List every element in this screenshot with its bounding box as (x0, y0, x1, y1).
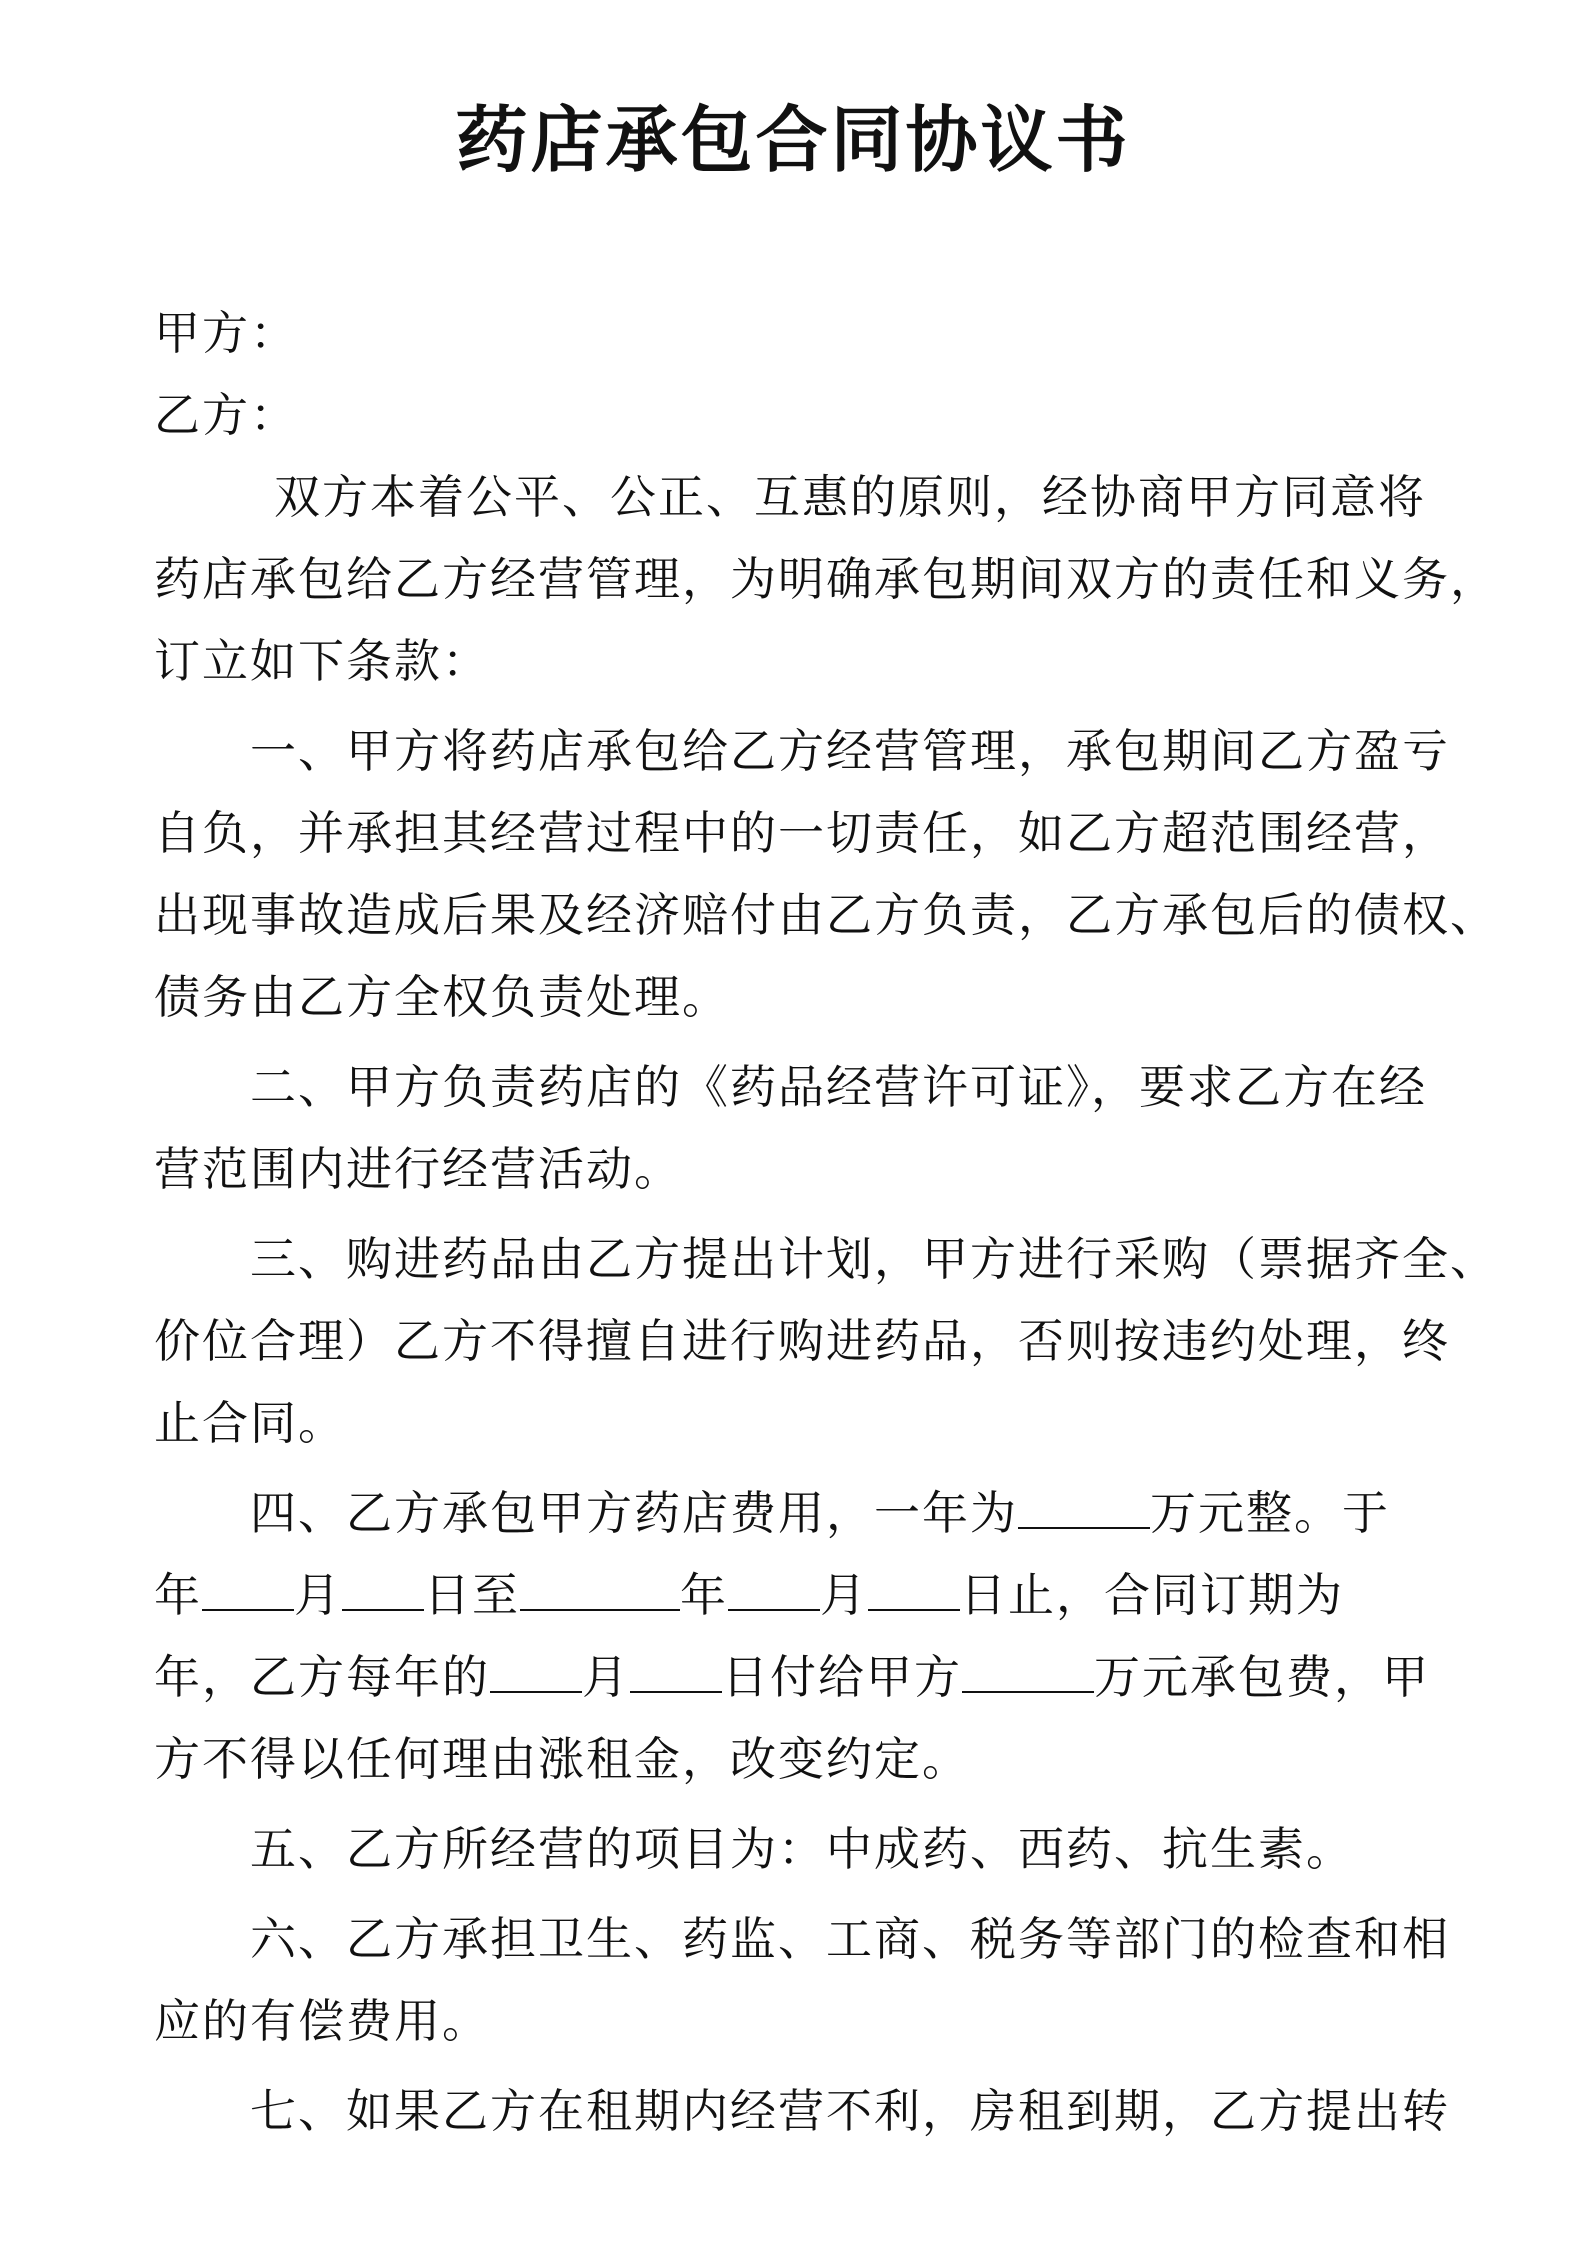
fill-in-blank (630, 1647, 722, 1693)
clause-text: 日止，合同订期为 (960, 1568, 1344, 1622)
paragraph-line: 二、甲方负责药店的《药品经营许可证》，要求乙方在经 (250, 1060, 1427, 1114)
paragraph-line: 五、乙方所经营的项目为：中成药、西药、抗生素。 (250, 1822, 1354, 1876)
paragraph-line (154, 1472, 1444, 1554)
clause-text: 年 (154, 1568, 202, 1622)
fill-in-blank (868, 1565, 960, 1611)
paragraph-line (154, 1554, 1444, 1636)
party-b-label: 乙方： (154, 388, 298, 442)
fill-in-blank (728, 1565, 820, 1611)
clause-text: 月 (294, 1568, 342, 1622)
paragraph-line: 自负，并承担其经营过程中的一切责任，如乙方超范围经营， (154, 806, 1450, 860)
clause-text: 年 (680, 1568, 728, 1622)
clause-5 (154, 1808, 1444, 1890)
clause-1 (154, 710, 1498, 1038)
paragraph-line: 六、乙方承担卫生、药监、工商、税务等部门的检查和相 (250, 1912, 1450, 1966)
paragraph-line: 债务由乙方全权负责处理。 (154, 970, 730, 1024)
clause-text: 万元承包费，甲 (1094, 1650, 1430, 1704)
clause-text: 四、乙方承包甲方药店费用，一年为 (250, 1486, 1018, 1540)
paragraph-line: 订立如下条款： (154, 634, 490, 688)
paragraph-line: 价位合理）乙方不得擅自进行购进药品，否则按违约处理，终 (154, 1314, 1450, 1368)
paragraph-line: 方不得以任何理由涨租金，改变约定。 (154, 1732, 970, 1786)
clause-text: 日至 (424, 1568, 520, 1622)
party-a-label: 甲方： (154, 306, 298, 360)
document-title: 药店承包合同协议书 (455, 98, 1131, 182)
fill-in-blank (202, 1565, 294, 1611)
fill-in-blank (520, 1565, 680, 1611)
intro-paragraph (154, 456, 1498, 702)
clause-4 (154, 1472, 1444, 1800)
clause-text: 年，乙方每年的 (154, 1650, 490, 1704)
document-body (154, 292, 1498, 2152)
paragraph-line: 营范围内进行经营活动。 (154, 1142, 682, 1196)
clause-2 (154, 1046, 1444, 1210)
paragraph-line: 三、购进药品由乙方提出计划，甲方进行采购（票据齐全、 (250, 1232, 1498, 1286)
paragraph-line (154, 1636, 1444, 1718)
clause-3 (154, 1218, 1498, 1464)
paragraph-line: 七、如果乙方在租期内经营不利，房租到期，乙方提出转 (250, 2084, 1450, 2138)
fill-in-blank (1018, 1483, 1150, 1529)
clause-text: 月 (582, 1650, 630, 1704)
clause-text: 万元整。于 (1150, 1486, 1390, 1540)
paragraph-line: 双方本着公平、公正、互惠的原则，经协商甲方同意将 (274, 470, 1426, 524)
paragraph-line: 止合同。 (154, 1396, 346, 1450)
clause-6 (154, 1898, 1450, 2062)
fill-in-blank (490, 1647, 582, 1693)
fill-in-blank (962, 1647, 1094, 1693)
paragraph-line: 出现事故造成后果及经济赔付由乙方负责，乙方承包后的债权、 (154, 888, 1498, 942)
fill-in-blank (342, 1565, 424, 1611)
paragraph-line: 一、甲方将药店承包给乙方经营管理，承包期间乙方盈亏 (250, 724, 1450, 778)
paragraph-line: 应的有偿费用。 (154, 1994, 490, 2048)
clause-text: 月 (820, 1568, 868, 1622)
paragraph-line: 药店承包给乙方经营管理，为明确承包期间双方的责任和义务， (154, 552, 1498, 606)
clause-7 (154, 2070, 1450, 2152)
clause-text: 日付给甲方 (722, 1650, 962, 1704)
